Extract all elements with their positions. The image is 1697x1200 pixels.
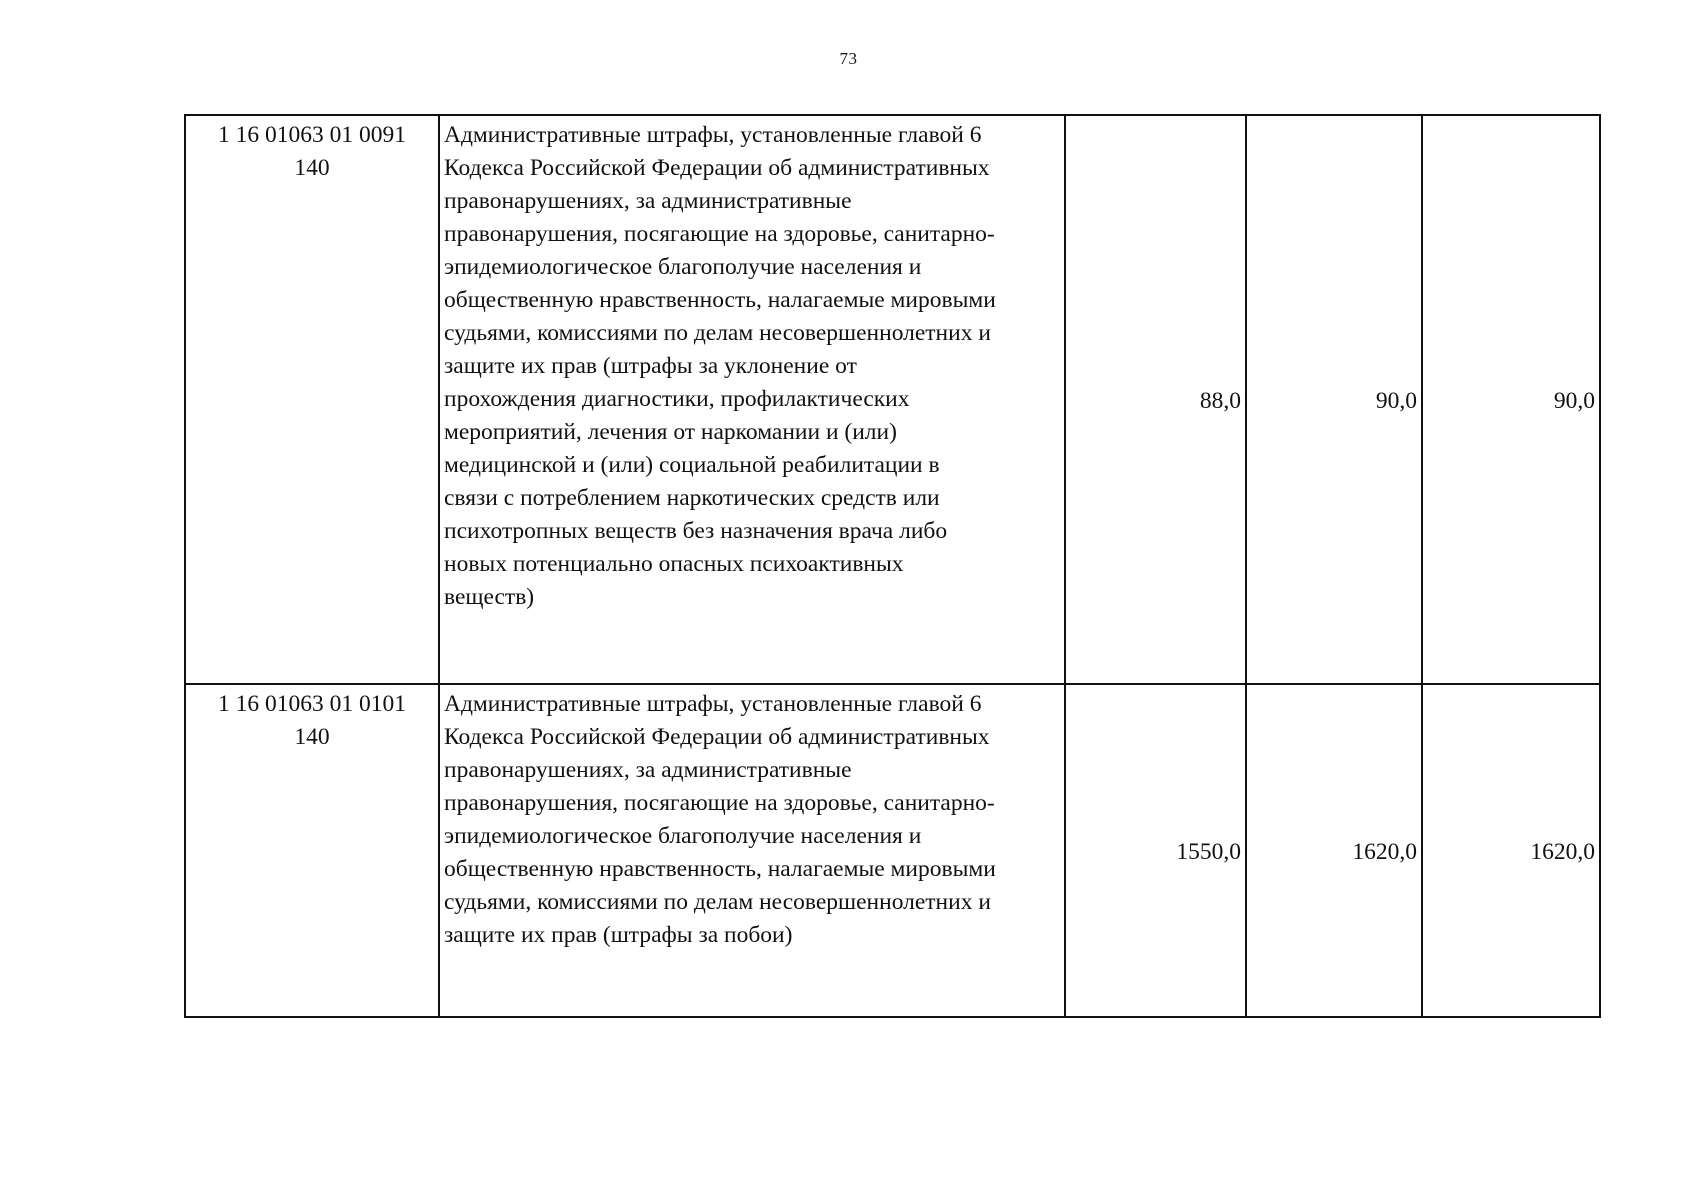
revenue-description bbox=[439, 115, 1065, 684]
revenue-description bbox=[439, 684, 1065, 1017]
page-number: 73 bbox=[839, 49, 858, 68]
budget-classification-code: 1 16 01063 01 0101 140 bbox=[185, 684, 439, 1017]
revenue-description-text: Административные штрафы, установленные главой 6 Кодекса Российской Федерации об административных правонарушениях, за административные правонарушения, посягающие на здоровье, санитарно- эпидемиологическое благополучие населения и общественную нравственность, налагаемые мировыми судьями, комиссиями по делам несовершеннолетних и защите их прав (штрафы за побои) bbox=[444, 691, 996, 948]
table-row bbox=[185, 115, 1600, 684]
amount-year-3: 90,0 bbox=[1422, 115, 1600, 684]
table-row bbox=[185, 684, 1600, 1017]
budget-classification-code: 1 16 01063 01 0091 140 bbox=[185, 115, 439, 684]
revenue-description-text: Административные штрафы, установленные главой 6 Кодекса Российской Федерации об административных правонарушениях, за административные правонарушения, посягающие на здоровье, санитарно- эпидемиологическое благополучие населения и общественную нравственность, налагаемые мировыми судьями, комиссиями по делам несовершеннолетних и защите их прав (штрафы за уклонение от прохождения диагностики, профилактических мероприятий, лечения от наркомании и (или) медицинской и (или) социальной реабилитации в связи с потреблением наркотических средств или психотропных веществ без назначения врача либо новых потенциально опасных психоактивных веществ) bbox=[444, 122, 996, 610]
amount-year-2: 1620,0 bbox=[1246, 684, 1422, 1017]
amount-year-1: 88,0 bbox=[1065, 115, 1246, 684]
amount-year-3: 1620,0 bbox=[1422, 684, 1600, 1017]
amount-year-1: 1550,0 bbox=[1065, 684, 1246, 1017]
budget-revenue-table bbox=[184, 114, 1601, 1018]
amount-year-2: 90,0 bbox=[1246, 115, 1422, 684]
